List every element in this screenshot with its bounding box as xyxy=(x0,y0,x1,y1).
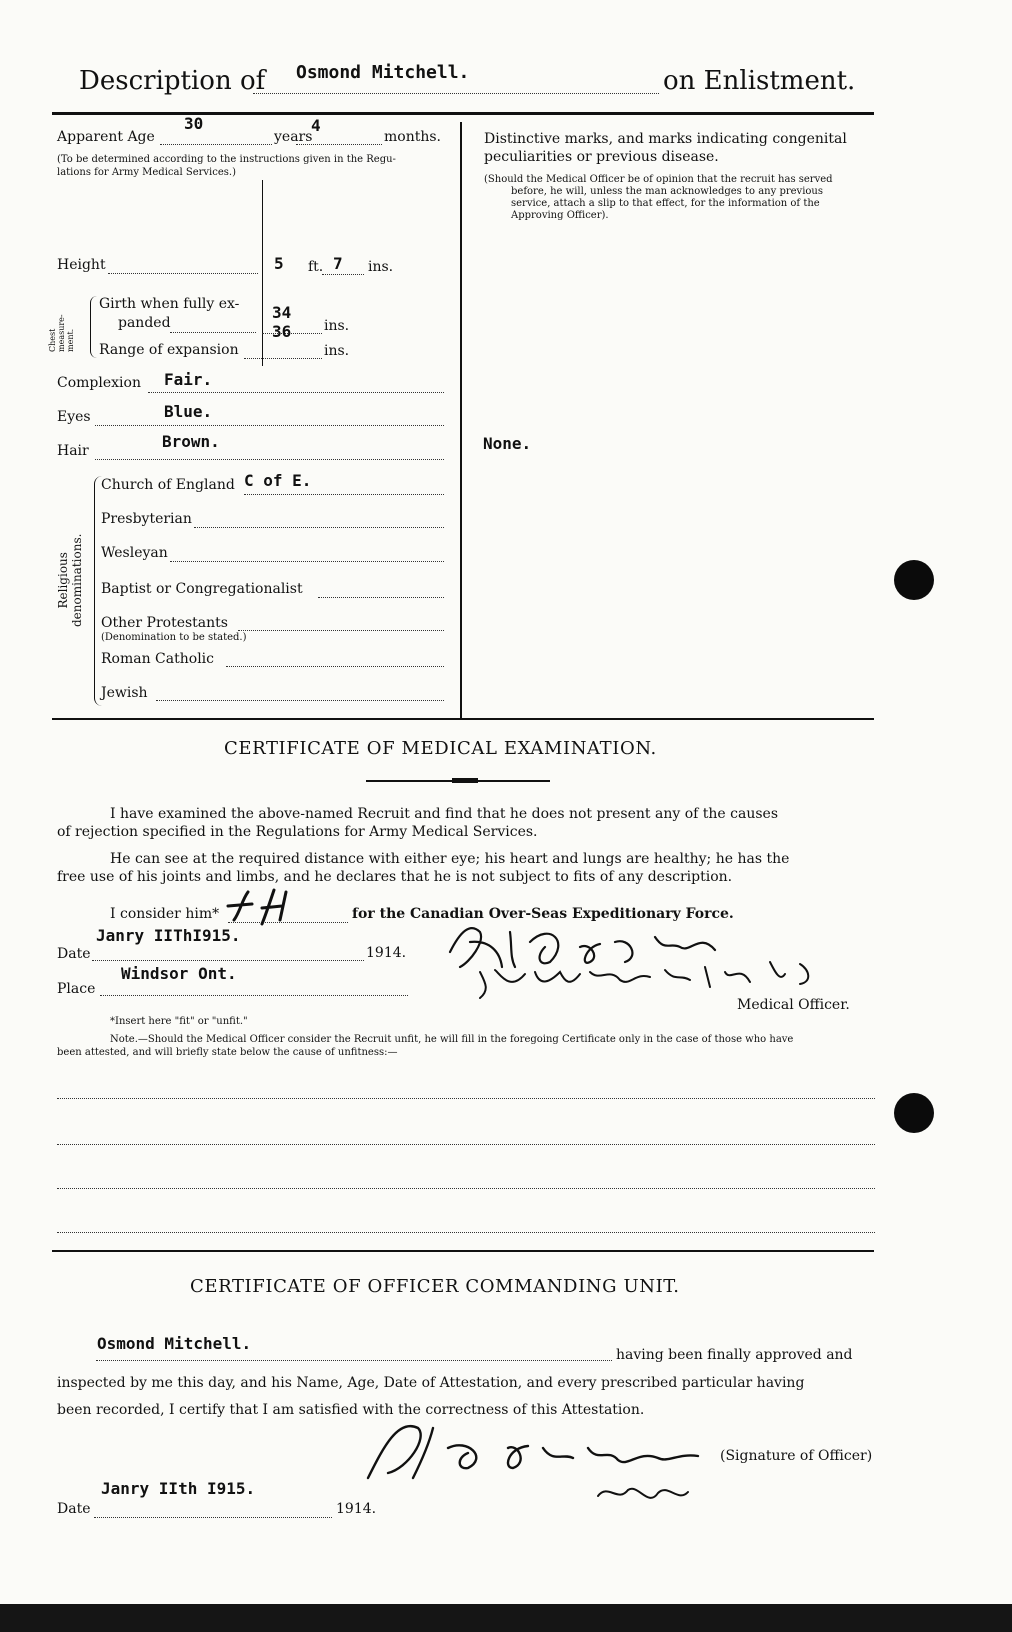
header-rule xyxy=(52,112,874,115)
section-divider-medical xyxy=(52,718,874,720)
age-months-value: 4 xyxy=(311,116,321,135)
range-line xyxy=(244,358,322,359)
religion-label-jewish: Jewish xyxy=(101,685,148,701)
religion-value-church-of-england: C of E. xyxy=(244,471,312,490)
age-months-line xyxy=(296,144,382,145)
unfit-note-line1: Note.—Should the Medical Officer consider the Recruit unfit, he will fill in the foregoing Certificate only in the case of those who have xyxy=(110,1034,794,1045)
unfit-note-line2: been attested, and will briefly state below the cause of unfitness:— xyxy=(57,1047,398,1058)
religion-line-4 xyxy=(318,597,444,598)
punch-hole-lower xyxy=(894,1093,934,1133)
medical-para2-line1: He can see at the required distance with either eye; his heart and lungs are healthy; he has the xyxy=(110,851,790,867)
age-note-line2: lations for Army Medical Services.) xyxy=(57,167,236,178)
religion-label-presbyterian: Presbyterian xyxy=(101,511,192,527)
distinctive-value: None. xyxy=(483,434,532,453)
hair-line xyxy=(95,459,444,460)
consider-suffix: for the Canadian Over-Seas Expeditionary Force. xyxy=(352,906,734,922)
center-column-divider xyxy=(460,122,462,718)
religion-label-roman-catholic: Roman Catholic xyxy=(101,651,214,667)
commanding-name-value: Osmond Mitchell. xyxy=(97,1334,252,1353)
complexion-line xyxy=(148,392,444,393)
fit-handwritten-mark xyxy=(226,886,316,928)
girth-value-line xyxy=(262,333,322,334)
years-label: years xyxy=(274,129,313,145)
distinctive-note-line4: Approving Officer). xyxy=(511,210,609,221)
age-years-line xyxy=(160,144,272,145)
insert-note: *Insert here "fit" or "unfit." xyxy=(110,1016,248,1027)
religion-line-7 xyxy=(156,700,444,701)
chest-label-line2: measure- xyxy=(57,314,66,352)
religion-line-3 xyxy=(170,561,444,562)
commanding-title: CERTIFICATE OF OFFICER COMMANDING UNIT. xyxy=(190,1276,680,1297)
medical-officer-label: Medical Officer. xyxy=(737,997,850,1013)
unfitness-line-1 xyxy=(57,1098,875,1099)
religion-line-6 xyxy=(226,666,444,667)
eyes-label: Eyes xyxy=(57,409,91,425)
religion-label-wesleyan: Wesleyan xyxy=(101,545,168,561)
medical-para1-line2: of rejection specified in the Regulations for Army Medical Services. xyxy=(57,824,538,840)
commanding-name-line xyxy=(96,1360,612,1361)
scan-bottom-border xyxy=(0,1604,1012,1632)
eyes-value: Blue. xyxy=(164,402,213,421)
range-ins-label: ins. xyxy=(324,343,350,359)
religion-side-label xyxy=(56,534,84,627)
eyes-line xyxy=(95,425,444,426)
range-label: Range of expansion xyxy=(99,342,239,358)
commanding-line3: been recorded, I certify that I am satisfied with the correctness of this Attestation. xyxy=(57,1402,645,1418)
religion-label-baptist: Baptist or Congregationalist xyxy=(101,581,303,597)
religion-line-2 xyxy=(194,527,444,528)
commanding-line2: inspected by me this day, and his Name, Age, Date of Attestation, and every prescribed particular having xyxy=(57,1375,805,1391)
header-suffix: on Enlistment. xyxy=(663,66,856,96)
girth-ins-label: ins. xyxy=(324,318,350,334)
height-ins-label: ins. xyxy=(368,259,394,275)
punch-hole-upper xyxy=(894,560,934,600)
height-ft-value: 5 xyxy=(274,254,284,273)
religion-side-line2: denominations. xyxy=(70,533,84,627)
medical-para1-line1: I have examined the above-named Recruit and find that he does not present any of the causes xyxy=(110,806,779,822)
girth-line xyxy=(170,332,256,333)
complexion-label: Complexion xyxy=(57,375,141,391)
medical-officer-signature xyxy=(440,912,880,1002)
medical-place-label: Place xyxy=(57,981,96,997)
range-value: 36 xyxy=(272,322,292,341)
religion-label-other-protestants: Other Protestants xyxy=(101,615,228,631)
commanding-date-value: Janry IIth I915. xyxy=(101,1479,256,1498)
commanding-officer-signature xyxy=(358,1408,778,1518)
medical-place-value: Windsor Ont. xyxy=(121,964,237,983)
distinctive-heading-line1: Distinctive marks, and marks indicating congenital xyxy=(484,131,847,147)
distinctive-heading-line2: peculiarities or previous disease. xyxy=(484,149,719,165)
chest-label-line3: ment. xyxy=(66,328,75,352)
religion-label-church-of-england: Church of England xyxy=(101,477,235,493)
unfitness-line-3 xyxy=(57,1188,875,1189)
header-name-line xyxy=(253,93,659,94)
height-line xyxy=(108,273,258,274)
hair-value: Brown. xyxy=(162,432,220,451)
unfitness-line-2 xyxy=(57,1144,875,1145)
medical-place-line xyxy=(100,995,408,996)
distinctive-note-line1: (Should the Medical Officer be of opinion that the recruit has served xyxy=(484,174,833,185)
medical-date-line xyxy=(92,960,364,961)
measure-column-line xyxy=(262,180,263,366)
commanding-date-label: Date xyxy=(57,1501,91,1517)
apparent-age-label: Apparent Age xyxy=(57,129,155,145)
medical-title: CERTIFICATE OF MEDICAL EXAMINATION. xyxy=(224,738,657,759)
complexion-value: Fair. xyxy=(164,370,213,389)
girth-label-line1: Girth when fully ex- xyxy=(99,296,240,312)
chest-label-line1: Chest xyxy=(48,328,57,352)
commanding-date-year: 1914. xyxy=(336,1501,377,1517)
commanding-signature-label: (Signature of Officer) xyxy=(720,1448,873,1464)
chest-brace xyxy=(90,296,97,358)
consider-prefix: I consider him* xyxy=(110,906,220,922)
age-years-value: 30 xyxy=(184,114,204,133)
medical-date-value: Janry IIThI915. xyxy=(96,926,241,945)
other-protestants-note: (Denomination to be stated.) xyxy=(101,632,247,643)
height-in-value: 7 xyxy=(333,254,343,273)
medical-date-year: 1914. xyxy=(366,945,407,961)
religion-line-1 xyxy=(244,494,444,495)
recruit-name-header: Osmond Mitchell. xyxy=(296,62,470,83)
height-label: Height xyxy=(57,257,106,273)
religion-side-line1: Religious xyxy=(56,552,70,609)
header-prefix: Description of xyxy=(79,66,266,96)
hair-label: Hair xyxy=(57,443,89,459)
medical-title-underline-mark xyxy=(452,778,478,783)
distinctive-note-line3: service, attach a slip to that effect, for the information of the xyxy=(511,198,820,209)
chest-side-label xyxy=(48,314,75,352)
medical-para2-line2: free use of his joints and limbs, and he declares that he is not subject to fits of any description. xyxy=(57,869,733,885)
girth-label-line2: panded xyxy=(118,315,171,331)
section-divider-commanding xyxy=(52,1250,874,1252)
age-note-line1: (To be determined according to the instructions given in the Regu- xyxy=(57,154,396,165)
months-label: months. xyxy=(384,129,441,145)
page-binding-edge xyxy=(0,0,30,1632)
religion-line-5 xyxy=(238,630,444,631)
commanding-line1-suffix: having been finally approved and xyxy=(616,1347,853,1363)
girth-value: 34 xyxy=(272,303,292,322)
medical-date-label: Date xyxy=(57,946,91,962)
ft-label: ft. xyxy=(308,259,324,275)
height-in-line xyxy=(322,274,364,275)
unfitness-line-4 xyxy=(57,1232,875,1233)
commanding-date-line xyxy=(94,1517,332,1518)
distinctive-note-line2: before, he will, unless the man acknowledges to any previous xyxy=(511,186,823,197)
